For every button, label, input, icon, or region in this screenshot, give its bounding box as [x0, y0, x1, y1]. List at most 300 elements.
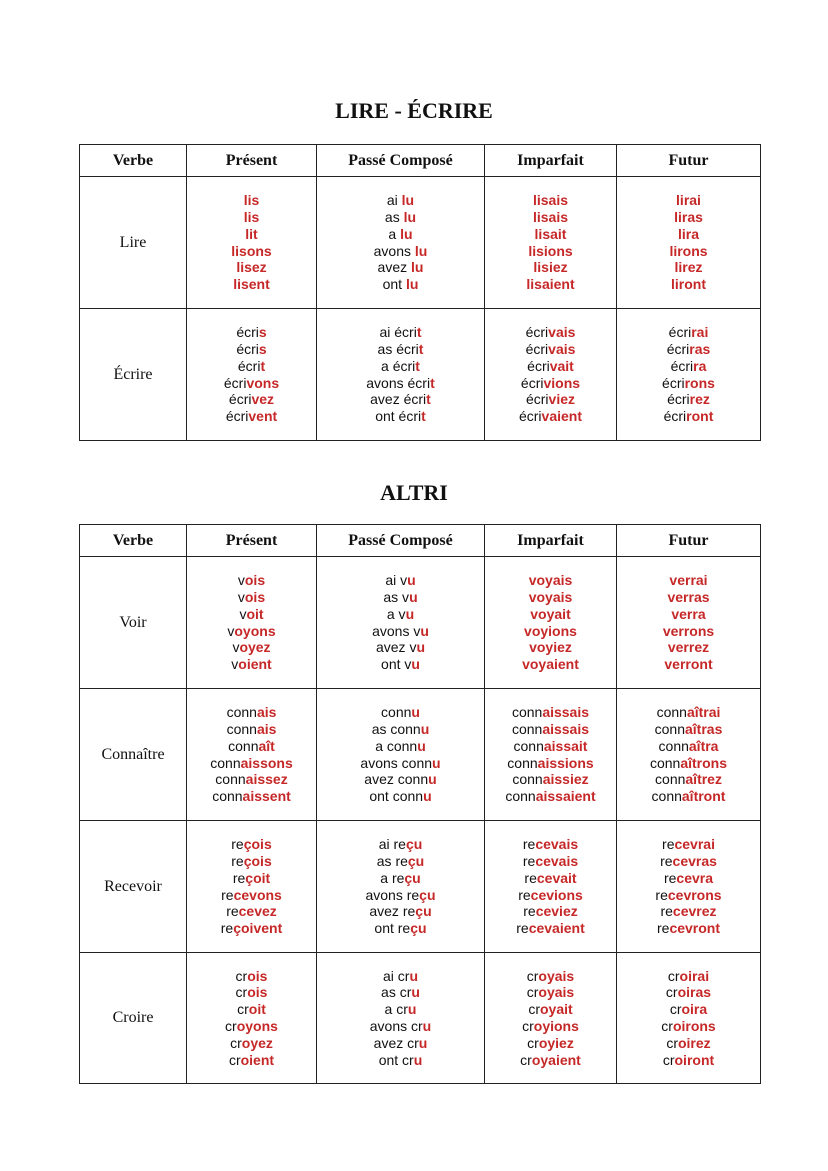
ending: aissiez: [542, 771, 589, 788]
conjugated-form: [317, 391, 484, 408]
ending: lu: [403, 208, 417, 225]
stem: re: [518, 886, 531, 903]
ending: voyaient: [522, 656, 579, 673]
stem: conn: [226, 720, 257, 737]
ending: s: [258, 324, 267, 341]
ending: cevras: [672, 852, 717, 869]
stem: avons v: [372, 622, 421, 639]
table-row: [80, 953, 761, 1084]
ending: liront: [671, 276, 706, 293]
verb-name: Lire: [80, 177, 187, 309]
stem: as cr: [381, 984, 412, 1001]
stem: ont conn: [369, 788, 424, 805]
ending: aissez: [245, 771, 288, 788]
conjugated-form: [187, 968, 316, 985]
conjugated-form: [485, 738, 616, 755]
conjugated-form: [317, 639, 484, 656]
ending: lisez: [236, 259, 267, 276]
ending: oit: [248, 1001, 266, 1018]
stem: re: [523, 903, 536, 920]
verb-name: Voir: [80, 557, 187, 689]
conjugation-cell-present: [187, 309, 317, 441]
conjugated-form: [187, 606, 316, 623]
conjugated-form: [187, 209, 316, 226]
conjugation-table-altri: [79, 524, 761, 1084]
conjugation-cell-passe-compose: [317, 953, 485, 1084]
conjugated-form: [187, 1035, 316, 1052]
conjugated-form: [187, 755, 316, 772]
ending: oira: [681, 1001, 708, 1018]
section-title: LIRE - ÉCRIRE: [335, 98, 493, 123]
ending: cevais: [535, 836, 579, 853]
conjugated-form: [187, 341, 316, 358]
ending: oient: [240, 1051, 275, 1068]
ending: ais: [256, 720, 277, 737]
stem: as conn: [371, 720, 421, 737]
conjugated-form: [485, 1001, 616, 1018]
stem: conn: [210, 754, 241, 771]
ending: vais: [548, 324, 576, 341]
table-row: [80, 177, 761, 309]
ending: aissent: [242, 788, 291, 805]
section-title: ALTRI: [380, 480, 448, 505]
conjugated-form: [187, 259, 316, 276]
ending: rez: [689, 391, 710, 408]
ending: lisent: [233, 276, 270, 293]
ending: u: [407, 1001, 417, 1018]
stem: cr: [665, 984, 678, 1001]
stem: écri: [525, 391, 549, 408]
stem: écri: [236, 340, 259, 357]
ending: lu: [400, 225, 413, 242]
conjugated-form: [317, 209, 484, 226]
stem: écri: [518, 408, 542, 425]
ending: lit: [245, 225, 258, 242]
ending: ceviez: [535, 903, 578, 920]
conjugated-form: [485, 704, 616, 721]
conjugated-form: [187, 391, 316, 408]
stem: re: [522, 836, 536, 853]
conjugated-form: [187, 920, 316, 937]
conjugated-form: [317, 192, 484, 209]
ending: lu: [414, 242, 428, 259]
stem: conn: [654, 720, 685, 737]
stem: conn: [513, 737, 544, 754]
stem: écri: [236, 324, 259, 341]
ending: u: [409, 967, 418, 984]
ending: u: [423, 788, 432, 805]
conjugated-form: [187, 870, 316, 887]
ending: verras: [667, 588, 710, 605]
conjugation-cell-passe-compose: [317, 821, 485, 953]
ending: çu: [407, 852, 425, 869]
ending: t: [416, 324, 422, 341]
conjugated-form: [617, 788, 760, 805]
ending: ois: [247, 967, 268, 984]
stem: re: [516, 920, 529, 937]
ending: voyais: [528, 588, 573, 605]
ending: ois: [244, 588, 266, 605]
ending: verra: [671, 605, 706, 622]
verb-name: Écrire: [80, 309, 187, 441]
stem: re: [221, 886, 234, 903]
ending: vez: [251, 391, 275, 408]
conjugated-form: [617, 209, 760, 226]
ending: aîtrez: [685, 771, 722, 788]
ending: u: [417, 737, 426, 754]
ending: aît: [258, 737, 275, 754]
conjugated-form: [617, 1018, 760, 1035]
conjugated-form: [485, 920, 616, 937]
verb-name: Connaître: [80, 689, 187, 821]
conjugated-form: [617, 226, 760, 243]
ending: lis: [243, 208, 260, 225]
conjugated-form: [617, 887, 760, 904]
conjugated-form: [187, 324, 316, 341]
header-futur: Futur: [617, 145, 761, 177]
conjugated-form: [485, 984, 616, 1001]
ending: cevra: [676, 869, 714, 886]
stem: re: [231, 836, 244, 853]
ending: lisiez: [533, 259, 568, 276]
conjugated-form: [617, 771, 760, 788]
header-imparfait: Imparfait: [485, 525, 617, 557]
conjugation-cell-imparfait: [485, 557, 617, 689]
conjugated-form: [617, 903, 760, 920]
stem: conn: [656, 704, 687, 721]
table-row: [80, 309, 761, 441]
conjugated-form: [617, 656, 760, 673]
conjugated-form: [617, 358, 760, 375]
ending: cevais: [535, 852, 579, 869]
conjugated-form: [617, 853, 760, 870]
conjugation-cell-present: [187, 177, 317, 309]
conjugated-form: [617, 738, 760, 755]
ending: lisait: [534, 225, 567, 242]
stem: avons re: [365, 886, 420, 903]
ending: oyais: [538, 967, 575, 984]
conjugated-form: [617, 589, 760, 606]
stem: cr: [661, 1018, 673, 1034]
ending: çois: [243, 852, 272, 869]
conjugated-form: [617, 572, 760, 589]
conjugated-form: [485, 771, 616, 788]
ending: oyaient: [531, 1051, 581, 1068]
ending: cevrons: [667, 886, 722, 903]
conjugation-cell-futur: [617, 309, 761, 441]
stem: avons cr: [369, 1018, 423, 1034]
ending: lisions: [528, 242, 573, 259]
ending: çoivent: [233, 920, 283, 937]
stem: avez: [377, 259, 411, 276]
table-row: [80, 821, 761, 953]
ending: cevions: [530, 886, 583, 903]
stem: écri: [668, 324, 692, 341]
conjugation-cell-present: [187, 821, 317, 953]
conjugated-form: [317, 408, 484, 425]
ending: u: [409, 588, 418, 605]
stem: re: [524, 869, 537, 886]
stem: ai: [386, 192, 402, 209]
conjugated-form: [187, 1052, 316, 1069]
conjugated-form: [317, 788, 484, 805]
stem: v: [231, 656, 239, 673]
conjugated-form: [617, 721, 760, 738]
conjugated-form: [485, 887, 616, 904]
ending: çu: [404, 869, 421, 886]
stem: a re: [380, 869, 405, 886]
ending: cevez: [238, 903, 277, 920]
header-row: [80, 525, 761, 557]
stem: écri: [670, 357, 694, 374]
ending: aissait: [543, 737, 588, 754]
stem: cr: [228, 1051, 241, 1068]
stem: re: [220, 920, 234, 937]
conjugated-form: [317, 243, 484, 260]
header-verbe: Verbe: [80, 145, 187, 177]
conjugated-form: [317, 836, 484, 853]
conjugation-cell-present: [187, 953, 317, 1084]
conjugated-form: [617, 606, 760, 623]
stem: cr: [230, 1034, 242, 1051]
conjugation-cell-imparfait: [485, 309, 617, 441]
ending: aîtront: [681, 788, 726, 805]
ending: vent: [248, 408, 278, 425]
conjugated-form: [485, 341, 616, 358]
conjugation-cell-passe-compose: [317, 689, 485, 821]
stem: cr: [225, 1018, 237, 1034]
ending: verront: [664, 656, 713, 673]
ending: voyions: [524, 622, 577, 639]
conjugated-form: [485, 192, 616, 209]
conjugated-form: [187, 984, 316, 1001]
stem: ai cr: [382, 967, 410, 984]
stem: conn: [212, 788, 243, 805]
conjugated-form: [187, 276, 316, 293]
stem: écri: [223, 374, 247, 391]
ending: u: [411, 704, 420, 721]
ending: t: [430, 374, 435, 391]
conjugated-form: [317, 984, 484, 1001]
conjugated-form: [187, 192, 316, 209]
conjugated-form: [317, 755, 484, 772]
conjugation-cell-passe-compose: [317, 309, 485, 441]
ending: aissais: [542, 704, 590, 721]
stem: conn: [505, 788, 536, 805]
conjugated-form: [485, 1035, 616, 1052]
conjugated-form: [617, 920, 760, 937]
conjugated-form: [485, 788, 616, 805]
stem: écri: [225, 408, 249, 425]
ending: oirons: [672, 1018, 716, 1034]
conjugated-form: [317, 1052, 484, 1069]
ending: s: [258, 340, 267, 357]
conjugated-form: [187, 853, 316, 870]
ending: çu: [410, 920, 427, 937]
ending: oyez: [239, 639, 271, 656]
conjugated-form: [485, 639, 616, 656]
ending: lu: [405, 276, 419, 293]
ending: u: [411, 984, 420, 1001]
conjugated-form: [485, 276, 616, 293]
stem: ont: [382, 276, 406, 293]
ending: u: [418, 1034, 428, 1051]
conjugated-form: [317, 887, 484, 904]
stem: a v: [386, 605, 406, 622]
conjugated-form: [617, 1052, 760, 1069]
conjugated-form: [617, 341, 760, 358]
conjugation-cell-imparfait: [485, 689, 617, 821]
stem: a cr: [384, 1001, 408, 1018]
conjugated-form: [317, 704, 484, 721]
stem: avons écri: [366, 374, 431, 391]
header-futur: Futur: [617, 525, 761, 557]
ending: voyiez: [529, 639, 572, 656]
conjugated-form: [485, 656, 616, 673]
conjugated-form: [317, 226, 484, 243]
conjugated-form: [617, 623, 760, 640]
ending: cevront: [669, 920, 721, 937]
conjugated-form: [317, 656, 484, 673]
conjugated-form: [485, 226, 616, 243]
conjugated-form: [187, 639, 316, 656]
conjugated-form: [485, 1018, 616, 1035]
stem: a conn: [375, 737, 418, 754]
ending: ois: [247, 984, 268, 1001]
stem: ont écri: [375, 408, 422, 425]
conjugated-form: [317, 738, 484, 755]
conjugated-form: [187, 243, 316, 260]
conjugated-form: [317, 1001, 484, 1018]
stem: ont v: [381, 656, 412, 673]
ending: oyions: [533, 1018, 579, 1034]
stem: cr: [528, 1001, 540, 1018]
stem: avez conn: [364, 771, 429, 788]
ending: u: [422, 1018, 432, 1034]
conjugated-form: [617, 836, 760, 853]
ending: voyait: [530, 605, 571, 622]
stem: ai écri: [379, 324, 417, 341]
stem: v: [237, 588, 245, 605]
ending: oirai: [679, 967, 710, 984]
conjugated-form: [317, 1035, 484, 1052]
stem: re: [522, 852, 536, 869]
ending: cevait: [536, 869, 577, 886]
stem: cr: [526, 967, 539, 984]
conjugated-form: [187, 408, 316, 425]
conjugated-form: [187, 788, 316, 805]
stem: avez v: [375, 639, 417, 656]
conjugation-table-lire-ecrire: [79, 144, 761, 441]
conjugated-form: [317, 721, 484, 738]
table-row: [80, 557, 761, 689]
ending: t: [418, 340, 424, 357]
conjugated-form: [317, 259, 484, 276]
header-verbe: Verbe: [80, 525, 187, 557]
ending: çu: [419, 886, 436, 903]
conjugated-form: [317, 968, 484, 985]
conjugated-form: [317, 341, 484, 358]
conjugated-form: [485, 903, 616, 920]
conjugation-cell-imparfait: [485, 953, 617, 1084]
header-passe-compose: Passé Composé: [317, 145, 485, 177]
stem: cr: [669, 1001, 682, 1018]
conjugation-cell-present: [187, 557, 317, 689]
stem: re: [226, 903, 239, 920]
stem: cr: [235, 967, 248, 984]
stem: conn: [215, 771, 246, 788]
conjugated-form: [485, 209, 616, 226]
header-passe-compose: Passé Composé: [317, 525, 485, 557]
ending: aissions: [537, 754, 594, 771]
stem: écri: [663, 408, 687, 425]
conjugated-form: [617, 1035, 760, 1052]
ending: oient: [238, 656, 272, 673]
conjugated-form: [617, 704, 760, 721]
conjugated-form: [317, 771, 484, 788]
ending: çois: [243, 836, 272, 853]
stem: avez cr: [373, 1034, 419, 1051]
header-row: [80, 145, 761, 177]
conjugated-form: [187, 1018, 316, 1035]
stem: écri: [527, 357, 550, 374]
ending: verrons: [662, 622, 715, 639]
ending: vait: [549, 357, 574, 374]
stem: écri: [667, 391, 690, 408]
ending: voyais: [528, 572, 573, 589]
conjugated-form: [317, 276, 484, 293]
verb-name: Recevoir: [80, 821, 187, 953]
ending: u: [432, 754, 441, 771]
conjugated-form: [617, 1001, 760, 1018]
stem: re: [663, 869, 677, 886]
ending: verrez: [667, 639, 710, 656]
stem: cr: [662, 1051, 675, 1068]
conjugated-form: [317, 853, 484, 870]
conjugated-form: [617, 276, 760, 293]
ending: oiront: [674, 1051, 715, 1068]
stem: v: [239, 605, 247, 622]
ending: lirez: [674, 259, 703, 276]
conjugated-form: [317, 606, 484, 623]
conjugated-form: [317, 358, 484, 375]
stem: re: [656, 920, 670, 937]
conjugated-form: [617, 259, 760, 276]
ending: oiras: [677, 984, 712, 1001]
conjugated-form: [317, 920, 484, 937]
conjugated-form: [187, 771, 316, 788]
ending: u: [420, 622, 429, 639]
stem: écri: [666, 340, 690, 357]
conjugated-form: [617, 639, 760, 656]
conjugated-form: [187, 721, 316, 738]
conjugated-form: [485, 836, 616, 853]
conjugated-form: [617, 391, 760, 408]
stem: cr: [667, 967, 680, 984]
conjugated-form: [485, 259, 616, 276]
stem: cr: [237, 1001, 249, 1018]
conjugated-form: [485, 572, 616, 589]
stem: conn: [226, 704, 257, 721]
conjugation-cell-imparfait: [485, 177, 617, 309]
stem: avons: [373, 242, 415, 259]
ending: lisaient: [526, 276, 575, 293]
stem: écri: [525, 340, 549, 357]
conjugated-form: [317, 572, 484, 589]
conjugation-cell-passe-compose: [317, 177, 485, 309]
conjugation-cell-futur: [617, 821, 761, 953]
ending: ais: [256, 704, 277, 721]
